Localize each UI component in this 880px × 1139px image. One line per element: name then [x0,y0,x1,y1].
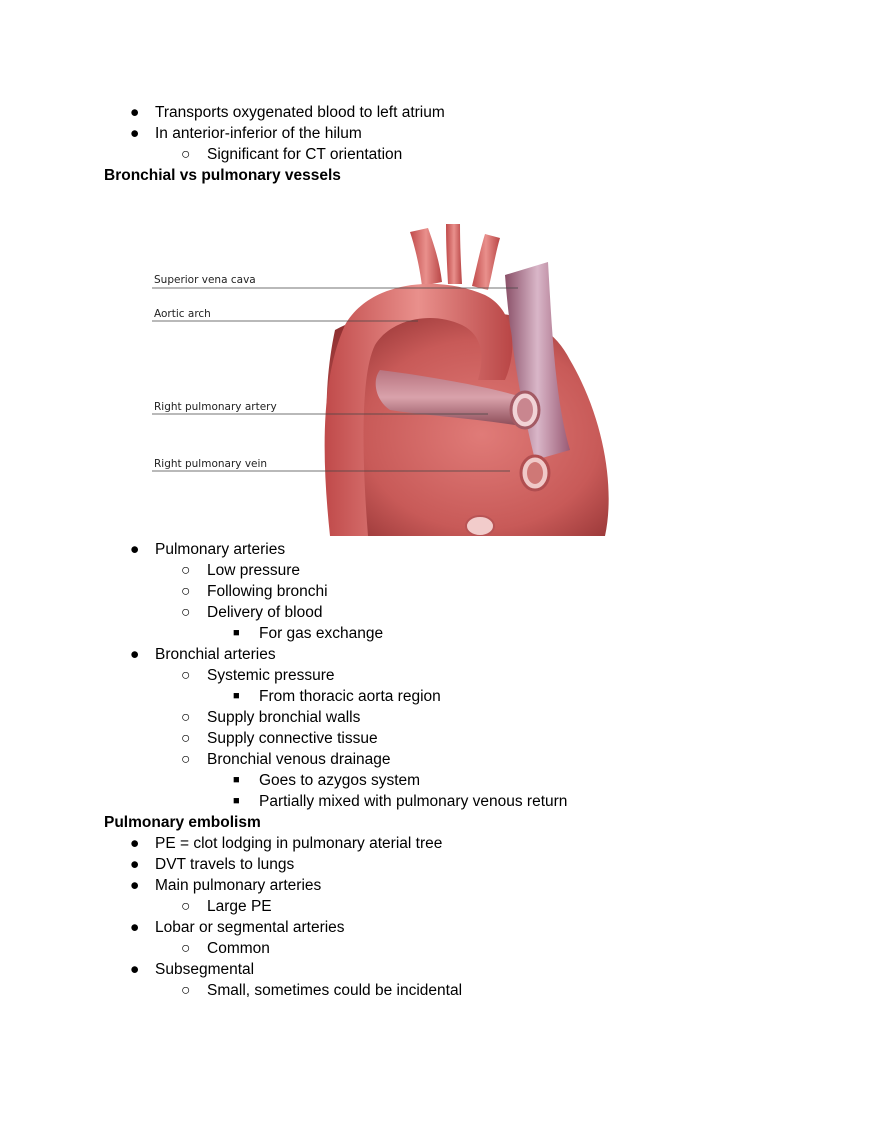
list-item: Large PE [207,898,272,915]
bullet-square: ■ [233,690,240,702]
section-heading-pulmonary-embolism: Pulmonary embolism [104,814,261,831]
bullet-circle: ○ [181,667,191,684]
bullet-square: ■ [233,795,240,807]
bullet-dot: ● [130,856,140,873]
bullet-circle: ○ [181,940,191,957]
bullet-dot: ● [130,125,140,142]
list-item: Low pressure [207,562,301,579]
bullet-square: ■ [233,627,240,639]
list-item: In anterior-inferior of the hilum [155,125,362,142]
bullet-dot: ● [130,835,140,852]
list-item: Bronchial arteries [155,646,276,663]
list-item: Transports oxygenated blood to left atrium [155,104,445,121]
label-aortic-arch: Aortic arch [154,308,211,320]
bullet-circle: ○ [181,604,191,621]
bullet-square: ■ [233,774,240,786]
list-item: Subsegmental [155,961,255,978]
bullet-dot: ● [130,877,140,894]
label-right-pulmonary-artery: Right pulmonary artery [154,401,277,413]
heart-illustration [150,220,620,536]
list-item: Supply bronchial walls [207,709,361,726]
label-superior-vena-cava: Superior vena cava [154,274,256,286]
list-item: PE = clot lodging in pulmonary aterial tree [155,835,443,852]
list-item: Bronchial venous drainage [207,751,391,768]
label-right-pulmonary-vein: Right pulmonary vein [154,458,268,470]
list-item: Delivery of blood [207,604,323,621]
list-item: Supply connective tissue [207,730,378,747]
bullet-dot: ● [130,646,140,663]
bullet-circle: ○ [181,146,191,163]
list-item: DVT travels to lungs [155,856,295,873]
list-item: Following bronchi [207,583,328,600]
list-item: Goes to azygos system [259,772,421,789]
bullet-circle: ○ [181,583,191,600]
bullet-dot: ● [130,541,140,558]
section-heading-bronchial-vs-pulmonary: Bronchial vs pulmonary vessels [104,167,341,184]
bullet-circle: ○ [181,709,191,726]
list-item: Small, sometimes could be incidental [207,982,463,999]
list-item: Common [207,940,270,957]
list-item: From thoracic aorta region [259,688,441,705]
bullet-dot: ● [130,961,140,978]
list-item: Significant for CT orientation [207,146,403,163]
list-item: Pulmonary arteries [155,541,286,558]
bullet-circle: ○ [181,730,191,747]
heart-diagram [150,220,620,536]
list-item: Partially mixed with pulmonary venous return [259,793,568,810]
bullet-dot: ● [130,919,140,936]
bullet-circle: ○ [181,898,191,915]
list-item: Main pulmonary arteries [155,877,322,894]
bullet-dot: ● [130,104,140,121]
bullet-circle: ○ [181,562,191,579]
list-item: Systemic pressure [207,667,335,684]
bullet-circle: ○ [181,751,191,768]
list-item: For gas exchange [259,625,384,642]
bullet-circle: ○ [181,982,191,999]
list-item: Lobar or segmental arteries [155,919,345,936]
